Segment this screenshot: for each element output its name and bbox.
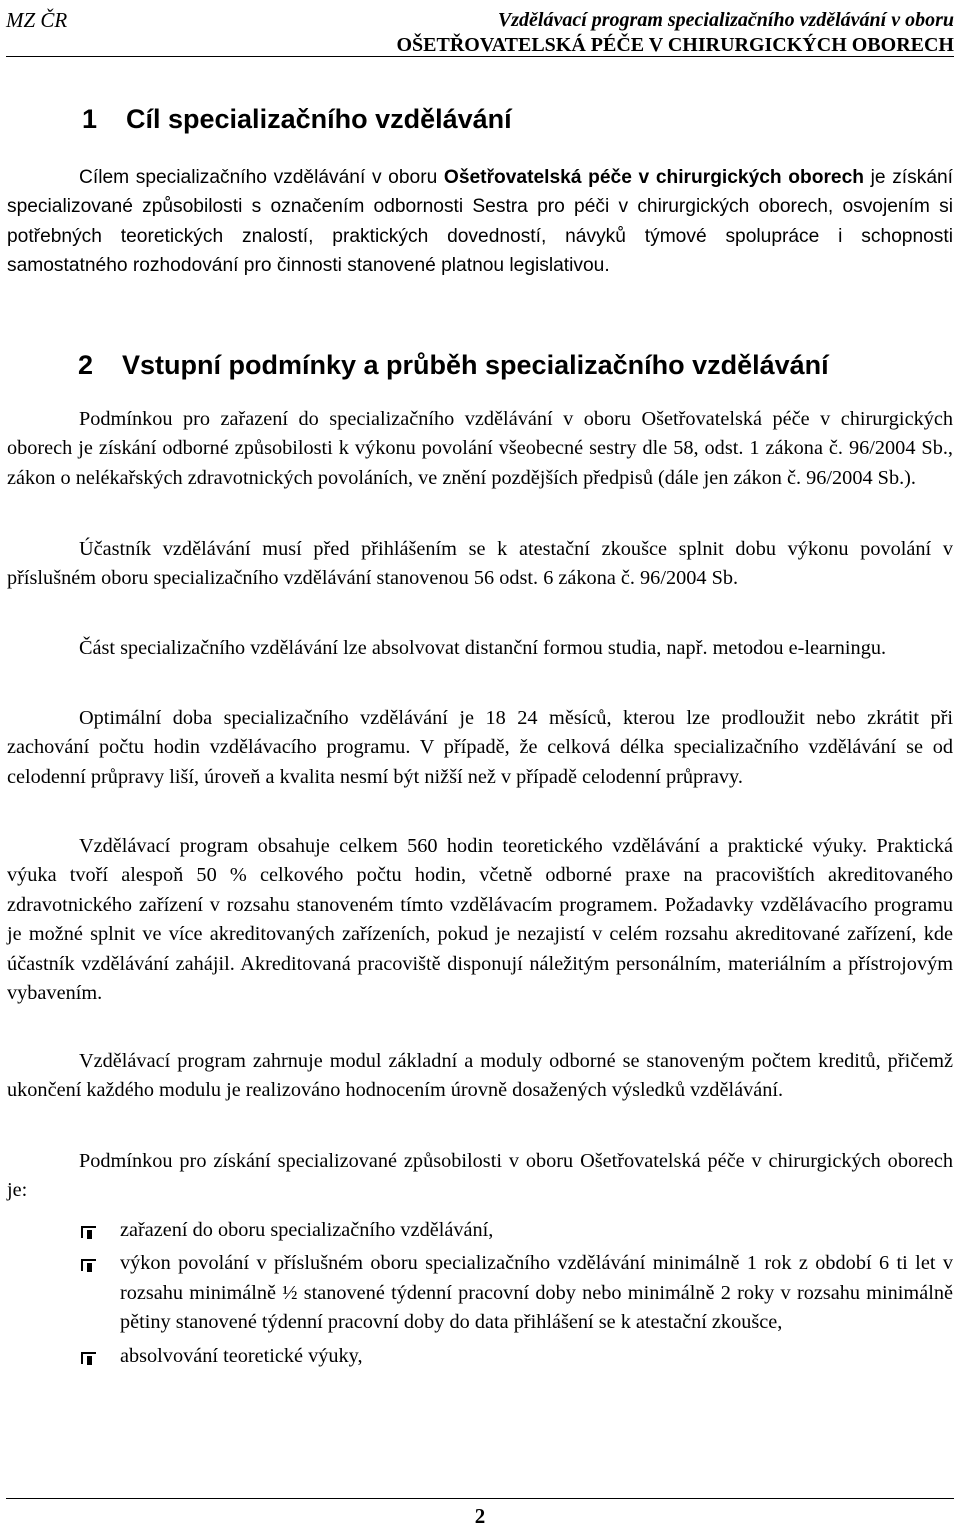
page-number: 2 [474,1504,486,1528]
header-line-2: OŠETŘOVATELSKÁ PÉČE V CHIRURGICKÝCH OBORECH [396,34,954,56]
program-name-bold: Ošetřovatelská péče v chirurgických oborech [443,167,864,188]
header-ministry: MZ ČR [6,8,68,32]
list-item [7,1342,953,1371]
bullet-icon [81,1226,96,1238]
header-program-title [396,8,954,58]
section-1-number: 1 [82,104,98,134]
paragraph-distance-learning: Část specializačního vzdělávání lze absolvovat distanční formou studia, např. metodou e-learningu. [79,637,887,659]
para-text: je získání specializované způsobilosti s označením odbornosti Sestra pro péči v chirurgických oborech, osvojením si potřebných teoretických znalostí, praktických dovedností, návyků týmové spolupráce i schopnosti samostatného rozhodování pro činnosti stanovené platnou legislativou. [7,167,953,277]
section-1-heading [82,103,512,135]
list-item-text: absolvování teoretické výuky, [120,1344,363,1367]
para-text: Cílem specializačního vzdělávání v oboru [79,167,444,188]
section-2-number: 2 [78,350,94,380]
list-item [7,1216,953,1245]
paragraph-entry-condition: Podmínkou pro zařazení do specializačního vzdělávání v oboru Ošetřovatelská péče v chirurgických oborech je získání odborné způsobilosti k výkonu povolání všeobecné sestry dle 58, odst. 1 zákona č. 96/2004 Sb., zákon o nelékařských zdravotnických povoláních, ve znění pozdějších předpisů (dále jen zákon č. 96/2004 Sb.). [7,408,953,489]
paragraph-modules: Vzdělávací program zahrnuje modul základní a moduly odborné se stanoveným počtem kreditů, přičemž ukončení každého modulu je realizováno hodnocením úrovně dosažených výsledků vzdělávání. [7,1050,953,1102]
list-item-text: zařazení do oboru specializačního vzdělávání, [120,1219,494,1241]
section-2-heading [78,349,829,381]
page-footer [6,1498,954,1539]
page-header [6,4,954,57]
paragraph-optimal-duration: Optimální doba specializačního vzdělávání je 18 24 měsíců, kterou lze prodloužit nebo zkrátit při zachování počtu hodin vzdělávacího programu. V případě, že celková délka specializačního vzdělávání se od celodenní průpravy liší, úroveň a kvalita nesmí být nižší než v případě celodenní průpravy. [7,707,953,788]
header-line-1: Vzdělávací program specializačního vzdělávání v oboru [497,9,954,31]
paragraph-program-hours: Vzdělávací program obsahuje celkem 560 hodin teoretického vzdělávání a praktické výuky. Praktická výuka tvoří alespoň 50 % celkového počtu hodin, včetně odborné praxe na pracovištích akreditovaného zdravotnického zařízení v rozsahu stanoveném tímto vzdělávacím programem. Požadavky vzdělávacího programu je možné splnit ve více akreditovaných zařízeních, pokud je nezajistí v celém rozsahu akreditované zařízení, kde účastník vzdělávání zahájil. Akreditovaná pracoviště disponují náležitým personálním, materiálním a přístrojovým vybavením. [7,835,953,1005]
bullet-icon [81,1352,96,1364]
section-1-title: Cíl specializačního vzdělávání [126,104,512,134]
conditions-list [7,1216,953,1371]
list-item [7,1249,953,1337]
paragraph-practice-duration: Účastník vzdělávání musí před přihlášením se k atestační zkoušce splnit dobu výkonu povolání v příslušném oboru specializačního vzdělávání stanovenou 56 odst. 6 zákona č. 96/2004 Sb. [7,538,953,590]
paragraph-conditions-intro: Podmínkou pro získání specializované způsobilosti v oboru Ošetřovatelská péče v chirurgických oborech je: [7,1150,953,1202]
list-item-text: výkon povolání v příslušném oboru specializačního vzdělávání minimálně 1 rok z období 6 ti let v rozsahu minimálně ½ stanovené týdenní pracovní doby nebo minimálně 2 roky v rozsahu minimálně pětiny stanovené týdenní pracovní doby do data přihlášení se k atestační zkoušce, [120,1252,953,1334]
section-1-paragraph [7,163,953,281]
section-2-title: Vstupní podmínky a průběh specializačního vzdělávání [122,350,829,380]
bullet-icon [81,1259,96,1271]
